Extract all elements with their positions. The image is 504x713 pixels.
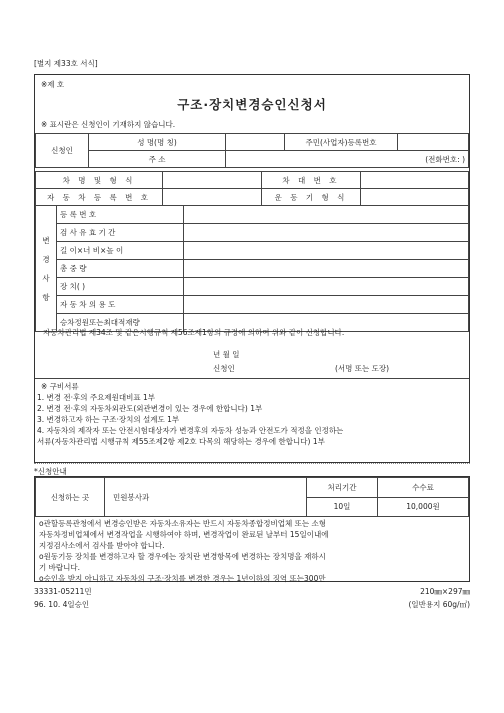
docs-item: 1. 변경 전·후의 주요제원대비표 1부 xyxy=(37,393,156,402)
signature-label[interactable]: (서명 또는 도장) xyxy=(335,364,390,373)
receipt-number: ※제 호 xyxy=(41,80,65,89)
change-item-label: 검 사 유 효 기 간 xyxy=(57,224,184,242)
vehicle-name-field[interactable] xyxy=(163,172,262,189)
phone-label[interactable]: (전화번호: ) xyxy=(226,151,469,168)
application-form xyxy=(34,74,470,463)
cut-line xyxy=(34,463,470,464)
change-item-field[interactable] xyxy=(184,260,469,278)
change-item-label: 자 동 차 의 용 도 xyxy=(57,296,184,314)
docs-list xyxy=(37,392,467,447)
vehicle-table xyxy=(35,171,469,206)
change-item-label: 총 중 량 xyxy=(57,260,184,278)
guide-note: 기 바랍니다. xyxy=(39,563,80,572)
registration-number-label: 자 동 차 등 록 번 호 xyxy=(36,189,163,206)
guide-note: o원동기등 장치를 변경하고자 할 경우에는 장치란 변경항목에 변경하는 장치명을 재하시 xyxy=(39,552,326,561)
change-item-label: 승차정원또는최대적재량 xyxy=(57,314,184,332)
docs-item: 3. 변경하고자 하는 구조·장치의 설계도 1부 xyxy=(37,415,180,424)
address-label: 주 소 xyxy=(89,151,226,168)
docs-item: 4. 자동차의 제작자 또는 안전시험대상자가 변경후의 자동차 성능과 안전도가 적정을 인정하는 xyxy=(37,426,344,435)
docs-title: ※ 구비서류 xyxy=(41,382,79,391)
change-item-field[interactable] xyxy=(184,242,469,260)
vehicle-name-label: 차 명 및 형 식 xyxy=(36,172,163,189)
divider xyxy=(35,378,469,379)
fee-value: 10,000원 xyxy=(378,497,469,517)
statement-text: 자동차관리법 제34조 및 같은시행규칙 제56조제1항의 규정에 의하여 위와 같이 신청합니다. xyxy=(43,328,345,337)
guide-note: o관할등록관청에서 변경승인받은 자동차소유자는 반드시 자동차종합정비업체 또는 소형 xyxy=(39,519,326,528)
guide-box xyxy=(34,476,470,582)
change-item-label: 등 록 번 호 xyxy=(57,206,184,224)
vehicle-number-field[interactable] xyxy=(361,172,469,189)
form-note: ※ 표시란은 신청인이 기재하지 않습니다. xyxy=(41,120,176,129)
registration-number-field[interactable] xyxy=(163,189,262,206)
period-value: 10일 xyxy=(307,497,378,517)
form-title: 구조·장치변경승인신청서 xyxy=(177,97,327,112)
guide-notes xyxy=(39,518,467,584)
where-label: 신청하는 곳 xyxy=(36,478,105,517)
id-number-label: 주민(사업자)등록번호 xyxy=(285,134,398,151)
docs-item: 서류(자동차관리법 시행규칙 제55조제2항 제2호 다목의 해당하는 경우에 한합니다) 1부 xyxy=(37,437,325,446)
where-value: 민원봉사과 xyxy=(105,478,307,517)
footer-code: 33331-05211민 xyxy=(34,587,92,596)
form-number: [별지 제33호 서식] xyxy=(34,59,98,68)
change-item-field[interactable] xyxy=(184,206,469,224)
change-item-label: 길 이×너 비×높 이 xyxy=(57,242,184,260)
guide-note: o승인을 받지 아니하고 자동차의 구조·장치를 변경한 경우는 1년이하의 징역 또는300만 xyxy=(39,574,326,583)
change-item-field[interactable] xyxy=(184,224,469,242)
change-items-label: 변경사항 xyxy=(36,206,57,332)
change-item-field[interactable] xyxy=(184,296,469,314)
change-table xyxy=(35,205,469,332)
applicant-table xyxy=(35,133,469,168)
date-line[interactable]: 년 월 일 xyxy=(213,350,240,359)
applicant-label: 신청인 xyxy=(36,134,89,168)
signer-label: 신청인 xyxy=(213,364,235,373)
guide-note: 자동차정비업체에서 변경작업을 시행하여야 하며, 변경작업이 완료된 날부터 15일이내에 xyxy=(39,530,329,539)
guide-table xyxy=(35,477,469,517)
footer-paper: (일반용지 60g/㎡) xyxy=(408,600,470,609)
vehicle-number-label: 차 대 번 호 xyxy=(262,172,361,189)
period-label: 처리기간 xyxy=(307,478,378,498)
guide-note: 지정검사소에서 검사를 받아야 합니다. xyxy=(39,541,165,550)
footer-size: 210㎜×297㎜ xyxy=(420,587,470,596)
footer-approved: 96. 10. 4일승인 xyxy=(34,600,90,609)
motor-type-field[interactable] xyxy=(361,189,469,206)
docs-item: 2. 변경 전·후의 자동차외관도(외관변경이 있는 경우에 한합니다) 1부 xyxy=(37,404,263,413)
change-item-label: 장 치( ) xyxy=(57,278,184,296)
guide-title: *신청안내 xyxy=(34,467,67,476)
name-label: 성 명(명 칭) xyxy=(89,134,226,151)
motor-type-label: 운 동 기 형 식 xyxy=(262,189,361,206)
id-number-field[interactable] xyxy=(398,134,469,151)
change-item-field[interactable] xyxy=(184,278,469,296)
name-field[interactable] xyxy=(226,134,285,151)
fee-label: 수수료 xyxy=(378,478,469,498)
